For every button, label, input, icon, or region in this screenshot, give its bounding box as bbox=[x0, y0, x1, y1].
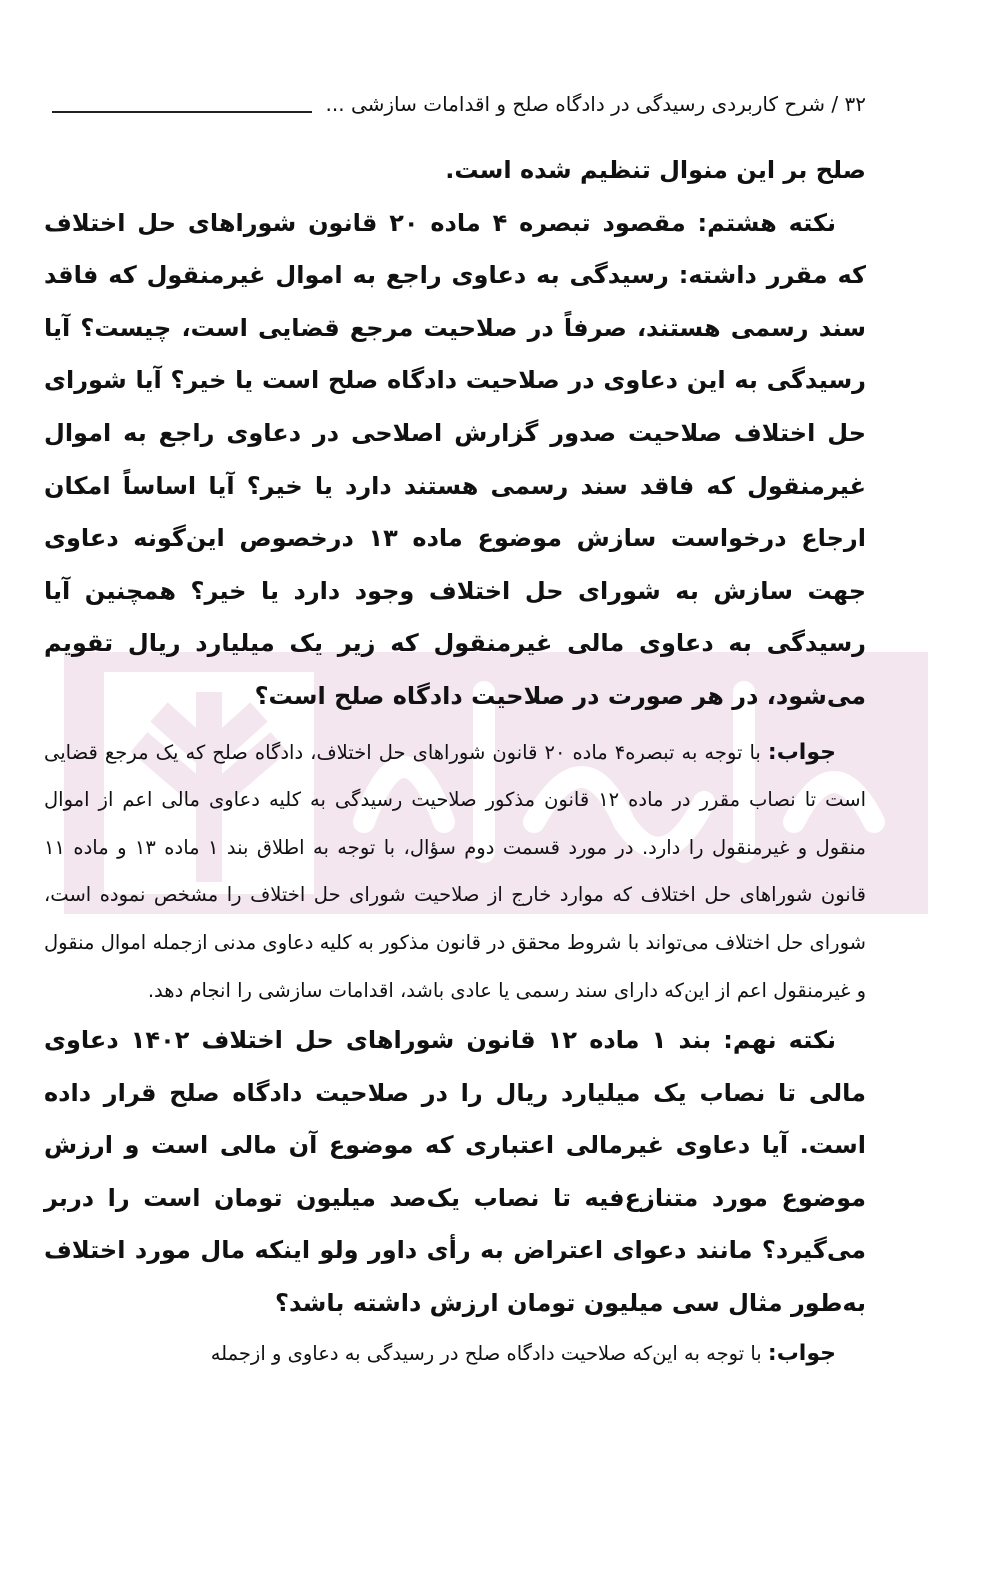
answer-nine-paragraph bbox=[44, 1330, 866, 1378]
note-nine-paragraph: نکته نهم: بند ۱ ماده ۱۲ قانون شوراهای حل اختلاف ۱۴۰۲ دعاوی مالی تا نصاب یک میلیارد ریال را در صلاحیت دادگاه صلح قرار داده است. آیا دعاوی غیرمالی اعتباری که موضوع آن مالی است و ارزش موضوع مورد متنازع‌فیه تا نصاب یک‌صد میلیون تومان است را دربر می‌گیرد؟ مانند دعوای اعتراض به رأی داور ولو اینکه مال مورد اختلاف به‌طور مثال سی میلیون تومان ارزش داشته باشد؟ bbox=[44, 1026, 866, 1318]
answer-eight-text: با توجه به تبصره۴ ماده ۲۰ قانون شوراهای حل اختلاف، دادگاه صلح که یک مرجع قضایی است تا نصاب مقرر در ماده ۱۲ قانون مذکور صلاحیت رسیدگی به کلیه دعاوی مالی اعم از اموال منقول و غیرمنقول را دارد. در مورد قسمت دوم سؤال، با توجه به اطلاق بند ۱ ماده ۱۳ و ماده ۱۱ قانون شوراهای حل اختلاف که موارد خارج از صلاحیت شورای حل اختلاف را مشخص نموده است، شورای حل اختلاف می‌تواند با شروط محقق در قانون مذکور به کلیه دعاوی مدنی ازجمله اموال منقول و غیرمنقول اعم از این‌که دارای سند رسمی یا عادی باشد، اقدامات سازشی را انجام دهد. bbox=[44, 740, 866, 1002]
header-rule bbox=[52, 111, 312, 113]
header-separator: / bbox=[831, 92, 839, 116]
header-title bbox=[326, 92, 866, 116]
answer-label: جواب: bbox=[767, 1340, 836, 1366]
answer-label: جواب: bbox=[767, 739, 837, 765]
running-header bbox=[52, 84, 866, 124]
page-body bbox=[44, 144, 866, 1377]
running-title: شرح کاربردی رسیدگی در دادگاه صلح و اقدامات سازشی ... bbox=[325, 92, 826, 116]
intro-paragraph: صلح بر این منوال تنظیم شده است. bbox=[445, 156, 866, 184]
answer-nine-text: با توجه به این‌که صلاحیت دادگاه صلح در رسیدگی به دعاوی و ازجمله bbox=[210, 1341, 762, 1365]
page-number: ۳۲ bbox=[844, 92, 866, 116]
note-eight-paragraph: نکته هشتم: مقصود تبصره ۴ ماده ۲۰ قانون شوراهای حل اختلاف که مقرر داشته: رسیدگی به دعاوی راجع به اموال غیرمنقول که فاقد سند رسمی هستند، صرفاً در صلاحیت مرجع قضایی است، چیست؟ آیا رسیدگی به این دعاوی در صلاحیت دادگاه صلح است یا خیر؟ آیا شورای حل اختلاف صلاحیت صدور گزارش اصلاحی در دعاوی راجع به اموال غیرمنقول که فاقد سند رسمی هستند دارد یا خیر؟ آیا اساساً امکان ارجاع درخواست سازش موضوع ماده ۱۳ درخصوص این‌گونه دعاوی جهت سازش به شورای حل اختلاف وجود دارد یا خیر؟ همچنین آیا رسیدگی به دعاوی مالی غیرمنقول که زیر یک میلیارد ریال تقویم می‌شود، در هر صورت در صلاحیت دادگاه صلح است؟ bbox=[44, 208, 866, 710]
answer-eight-paragraph bbox=[44, 729, 866, 1015]
